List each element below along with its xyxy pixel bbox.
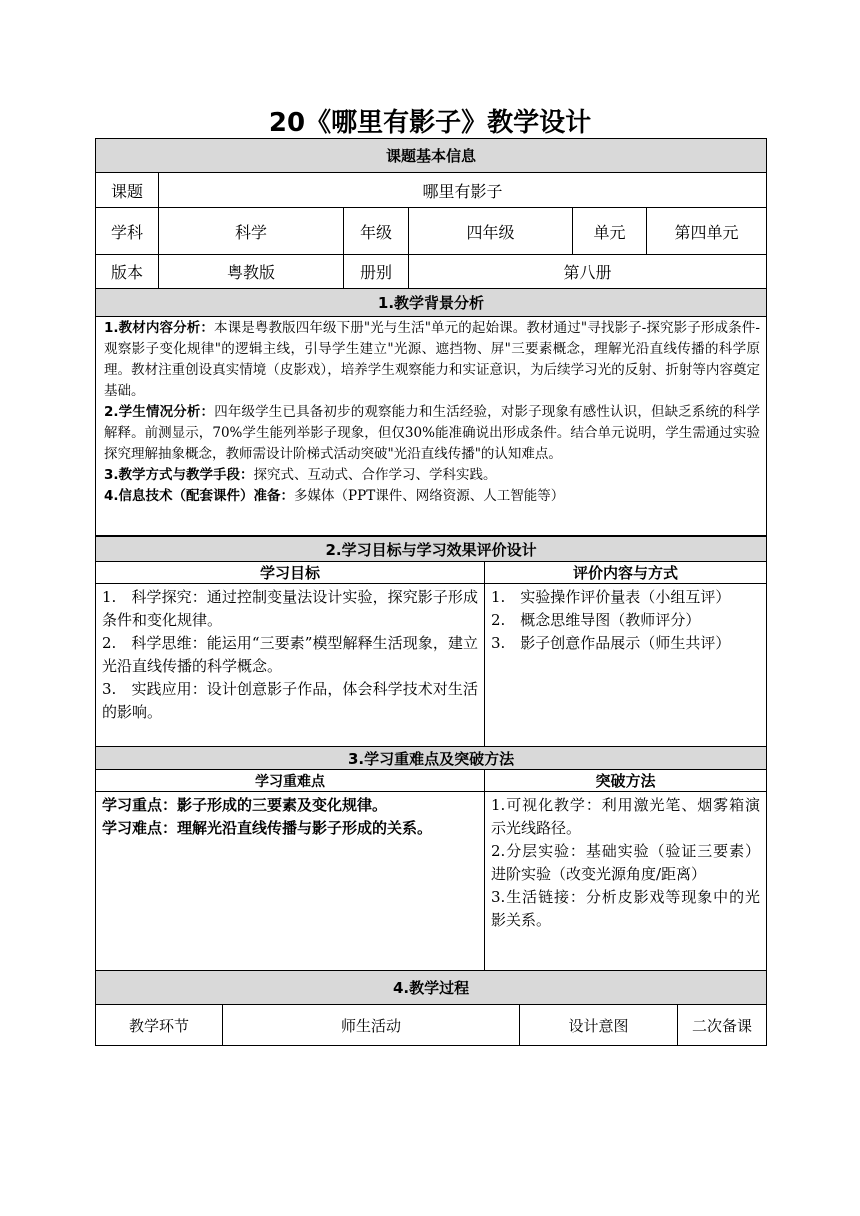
goal-item: 2. 科学思维：能运用“三要素”模型解释生活现象，建立光沿直线传播的科学概念。 xyxy=(102,634,478,675)
analysis-item xyxy=(104,465,760,486)
edition-label: 版本 xyxy=(96,255,159,289)
goals-evaluation-table xyxy=(95,536,767,747)
evaluation-cell xyxy=(485,584,767,747)
subject-label: 学科 xyxy=(96,208,159,255)
analysis-text: 本课是粤教版四年级下册"光与生活"单元的起始课。教材通过"寻找影子-探究影子形成条件-观察影子变化规律"的逻辑主线，引导学生建立"光源、遮挡物、屏"三要素概念，理解光沿直线传播的科学原理。教材注重创设真实情境（皮影戏），培养学生观察能力和实证意识，为后续学习光的反射、折射等内容奠定基础。 xyxy=(104,320,760,399)
volume-value: 第八册 xyxy=(409,255,767,289)
process-column-stage: 教学环节 xyxy=(96,1005,223,1046)
method-item: 3.生活链接：分析皮影戏等现象中的光影关系。 xyxy=(491,888,761,929)
teaching-process-table xyxy=(95,970,767,1046)
process-column-revision: 二次备课 xyxy=(678,1005,767,1046)
process-column-activities: 师生活动 xyxy=(223,1005,520,1046)
unit-label: 单元 xyxy=(573,208,647,255)
analysis-item xyxy=(104,486,760,507)
method-item: 1.可视化教学：利用激光笔、烟雾箱演示光线路径。 xyxy=(491,796,761,837)
goal-item: 1. 科学探究：通过控制变量法设计实验，探究影子形成条件和变化规律。 xyxy=(102,588,478,629)
goals-cell xyxy=(96,584,485,747)
analysis-label: 1.教材内容分析： xyxy=(104,320,215,336)
key-point-item: 学习难点：理解光沿直线传播与影子形成的关系。 xyxy=(102,819,433,837)
evaluation-item: 3. 影子创意作品展示（师生共评） xyxy=(491,634,731,652)
page-title: 20《哪里有影子》教学设计 xyxy=(268,108,592,138)
analysis-label: 2.学生情况分析： xyxy=(104,404,215,420)
volume-label: 册别 xyxy=(344,255,409,289)
method-item: 2.分层实验：基础实验（验证三要素） 进阶实验（改变光源角度/距离） xyxy=(491,842,761,883)
edition-value: 粤教版 xyxy=(159,255,344,289)
background-analysis-table xyxy=(95,288,767,536)
analysis-text: 四年级学生已具备初步的观察能力和生活经验，对影子现象有感性认识，但缺乏系统的科学解释。前测显示，70%学生能列举影子现象，但仅30%能准确说出形成条件。结合单元说明，学生需通过实验探究理解抽象概念，教师需设计阶梯式活动突破"光沿直线传播"的认知难点。 xyxy=(104,404,761,462)
analysis-text: 探究式、互动式、合作学习、学科实践。 xyxy=(253,467,497,483)
evaluation-item: 2. 概念思维导图（教师评分） xyxy=(491,611,701,629)
evaluation-column-header: 评价内容与方式 xyxy=(485,562,767,584)
subject-value: 科学 xyxy=(159,208,344,255)
analysis-text: 多媒体（PPT课件、网络资源、人工智能等） xyxy=(294,488,565,504)
basic-info-header: 课题基本信息 xyxy=(96,139,767,173)
topic-value: 哪里有影子 xyxy=(159,173,767,208)
methods-cell xyxy=(485,792,767,972)
section3-header: 3.学习重难点及突破方法 xyxy=(96,747,767,770)
key-points-cell xyxy=(96,792,485,972)
goals-column-header: 学习目标 xyxy=(96,562,485,584)
section1-content xyxy=(96,317,767,536)
topic-label: 课题 xyxy=(96,173,159,208)
key-point-item: 学习重点：影子形成的三要素及变化规律。 xyxy=(102,796,388,814)
evaluation-item: 1. 实验操作评价量表（小组互评） xyxy=(491,588,731,606)
unit-value: 第四单元 xyxy=(647,208,767,255)
analysis-item xyxy=(104,402,760,465)
methods-column-header: 突破方法 xyxy=(485,770,767,792)
analysis-item xyxy=(104,318,760,402)
goal-item: 3. 实践应用：设计创意影子作品，体会科学技术对生活的影响。 xyxy=(102,680,478,721)
key-points-table xyxy=(95,746,767,972)
basic-info-table xyxy=(95,138,767,289)
grade-label: 年级 xyxy=(344,208,409,255)
grade-value: 四年级 xyxy=(409,208,573,255)
section1-header: 1.教学背景分析 xyxy=(96,289,767,317)
process-column-intent: 设计意图 xyxy=(520,1005,678,1046)
section4-header: 4.教学过程 xyxy=(96,971,767,1005)
analysis-label: 3.教学方式与教学手段： xyxy=(104,467,254,483)
key-points-column-header: 学习重难点 xyxy=(96,770,485,792)
analysis-label: 4.信息技术（配套课件）准备： xyxy=(104,488,295,504)
section2-header: 2.学习目标与学习效果评价设计 xyxy=(96,537,767,562)
